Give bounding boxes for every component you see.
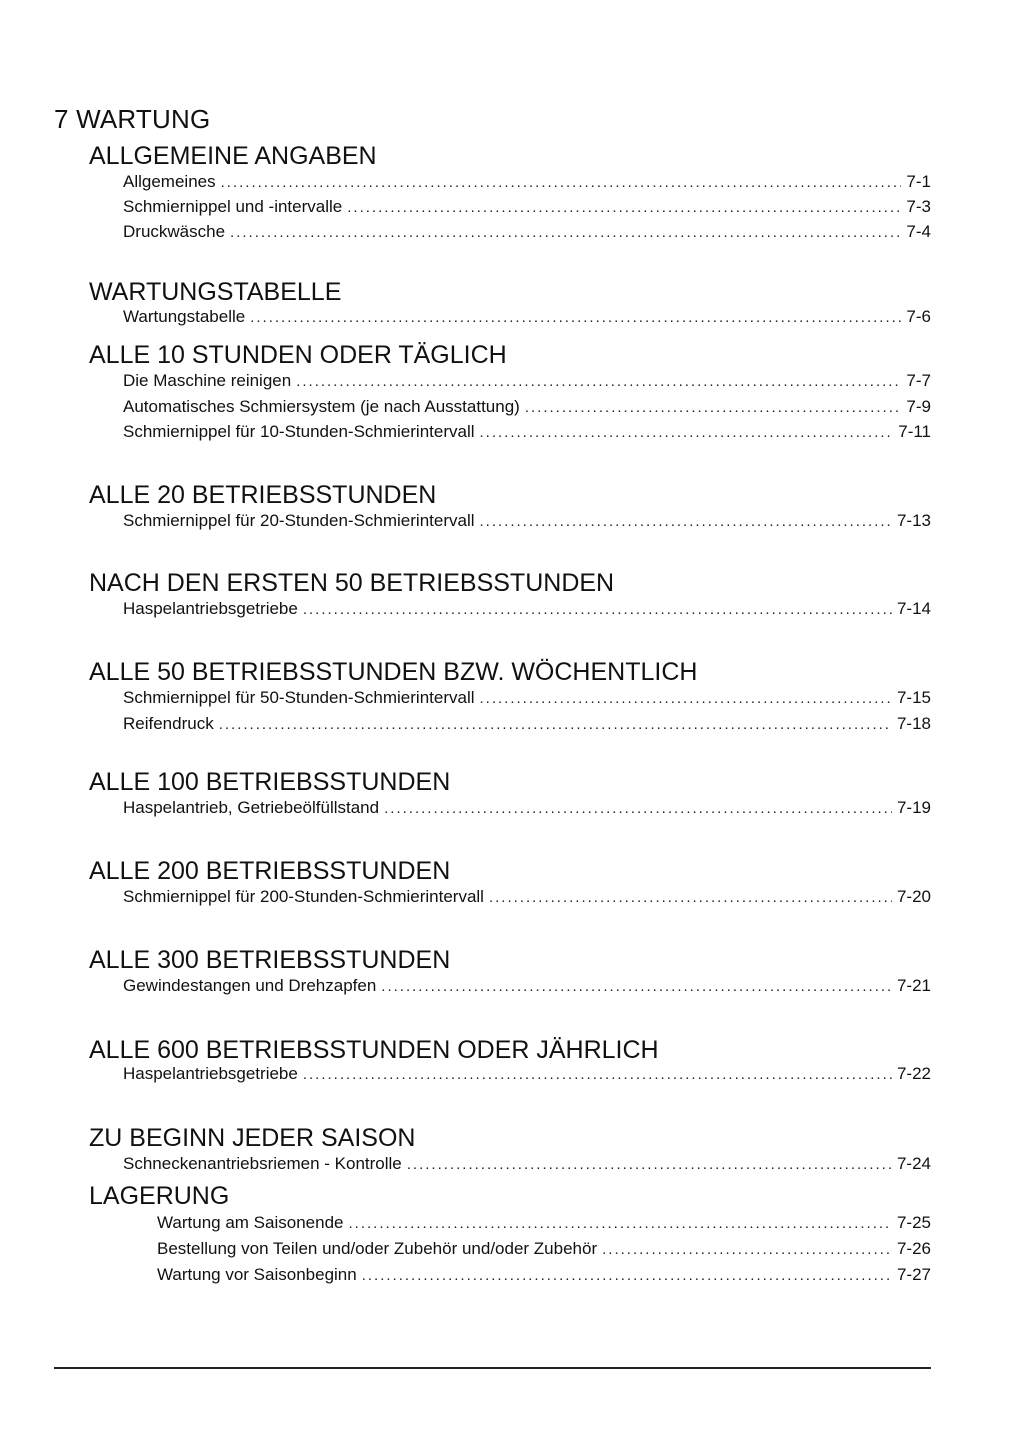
toc-entry[interactable] (157, 1213, 931, 1233)
toc-entry[interactable] (123, 197, 931, 217)
dot-leader (250, 309, 901, 326)
toc-entry-title: Schmiernippel für 20-Stunden-Schmierintervall (123, 511, 475, 530)
toc-entry-page: 7-1 (906, 172, 931, 191)
toc-entry[interactable] (123, 422, 931, 442)
toc-entry-title: Wartung am Saisonende (157, 1213, 344, 1232)
toc-entry[interactable] (123, 887, 931, 907)
toc-entry[interactable] (157, 1239, 931, 1259)
toc-entry-page: 7-11 (898, 422, 931, 441)
toc-entry-page: 7-13 (896, 511, 931, 530)
toc-entry[interactable] (123, 976, 931, 996)
toc-entry[interactable] (123, 222, 931, 242)
toc-entry[interactable] (123, 1064, 931, 1084)
toc-entry-title: Wartung vor Saisonbeginn (157, 1265, 357, 1284)
toc-entry-page: 7-14 (896, 599, 931, 618)
toc-entry-title: Haspelantrieb, Getriebeölfüllstand (123, 798, 380, 817)
dot-leader (296, 373, 901, 390)
toc-entry-page: 7-27 (896, 1265, 931, 1284)
toc-entry-page: 7-6 (906, 307, 931, 326)
toc-entry-page: 7-3 (906, 197, 931, 216)
dot-leader (362, 1267, 892, 1284)
toc-entry-page: 7-4 (906, 222, 931, 241)
footer-rule (54, 1367, 931, 1369)
toc-entry-page: 7-20 (896, 887, 931, 906)
section-heading: ZU BEGINN JEDER SAISON (89, 1124, 416, 1152)
section-heading: ALLGEMEINE ANGABEN (89, 142, 377, 170)
section-heading: NACH DEN ERSTEN 50 BETRIEBSSTUNDEN (89, 569, 615, 597)
section-heading: ALLE 600 BETRIEBSSTUNDEN ODER JÄHRLICH (89, 1036, 659, 1064)
toc-entry[interactable] (123, 1154, 931, 1174)
toc-entry-title: Schneckenantriebsriemen - Kontrolle (123, 1154, 402, 1173)
dot-leader (348, 1215, 891, 1232)
dot-leader (219, 716, 892, 733)
dot-leader (525, 399, 902, 416)
toc-entry-page: 7-7 (906, 371, 931, 390)
toc-entry-title: Haspelantriebsgetriebe (123, 1064, 298, 1083)
toc-entry[interactable] (123, 798, 931, 818)
toc-entry-title: Gewindestangen und Drehzapfen (123, 976, 377, 995)
toc-entry-title: Schmiernippel für 10-Stunden-Schmierintervall (123, 422, 475, 441)
dot-leader (480, 424, 894, 441)
toc-entry-page: 7-15 (896, 688, 931, 707)
section-heading: ALLE 300 BETRIEBSSTUNDEN (89, 946, 451, 974)
section-heading: ALLE 200 BETRIEBSSTUNDEN (89, 857, 451, 885)
toc-entry-page: 7-18 (896, 714, 931, 733)
dot-leader (602, 1241, 892, 1258)
dot-leader (347, 199, 901, 216)
toc-entry-title: Reifendruck (123, 714, 214, 733)
toc-entry-page: 7-9 (906, 397, 931, 416)
toc-entry-page: 7-21 (896, 976, 931, 995)
toc-entry-title: Wartungstabelle (123, 307, 246, 326)
dot-leader (480, 513, 892, 530)
toc-entry-title: Schmiernippel für 50-Stunden-Schmierintervall (123, 688, 475, 707)
toc-entry-title: Allgemeines (123, 172, 216, 191)
section-heading: WARTUNGSTABELLE (89, 278, 342, 306)
toc-entry[interactable] (123, 307, 931, 327)
toc-entry-title: Druckwäsche (123, 222, 226, 241)
dot-leader (303, 1066, 892, 1083)
toc-entry[interactable] (123, 511, 931, 531)
dot-leader (489, 889, 892, 906)
dot-leader (480, 690, 892, 707)
section-heading: ALLE 50 BETRIEBSSTUNDEN BZW. WÖCHENTLICH (89, 658, 698, 686)
toc-entry-title: Bestellung von Teilen und/oder Zubehör und/oder Zubehör (157, 1239, 598, 1258)
dot-leader (407, 1156, 892, 1173)
toc-entry-page: 7-24 (896, 1154, 931, 1173)
toc-entry-page: 7-22 (896, 1064, 931, 1083)
toc-entry-page: 7-25 (896, 1213, 931, 1232)
dot-leader (303, 601, 892, 618)
toc-entry-title: Haspelantriebsgetriebe (123, 599, 298, 618)
dot-leader (230, 224, 901, 241)
toc-entry-title: Schmiernippel und -intervalle (123, 197, 343, 216)
toc-entry[interactable] (123, 371, 931, 391)
section-heading: ALLE 100 BETRIEBSSTUNDEN (89, 768, 451, 796)
toc-entry-page: 7-26 (896, 1239, 931, 1258)
toc-entry-page: 7-19 (896, 798, 931, 817)
section-heading: ALLE 10 STUNDEN ODER TÄGLICH (89, 341, 507, 369)
dot-leader (221, 174, 902, 191)
toc-entry-title: Automatisches Schmiersystem (je nach Ausstattung) (123, 397, 520, 416)
toc-entry[interactable] (123, 172, 931, 192)
section-heading: LAGERUNG (89, 1182, 230, 1210)
toc-entry[interactable] (157, 1265, 931, 1285)
toc-entry[interactable] (123, 714, 931, 734)
chapter-title: 7 WARTUNG (54, 104, 211, 134)
dot-leader (381, 978, 892, 995)
toc-entry[interactable] (123, 688, 931, 708)
toc-entry-title: Schmiernippel für 200-Stunden-Schmierintervall (123, 887, 484, 906)
toc-entry[interactable] (123, 397, 931, 417)
section-heading: ALLE 20 BETRIEBSSTUNDEN (89, 481, 437, 509)
dot-leader (384, 800, 892, 817)
toc-entry[interactable] (123, 599, 931, 619)
toc-entry-title: Die Maschine reinigen (123, 371, 292, 390)
